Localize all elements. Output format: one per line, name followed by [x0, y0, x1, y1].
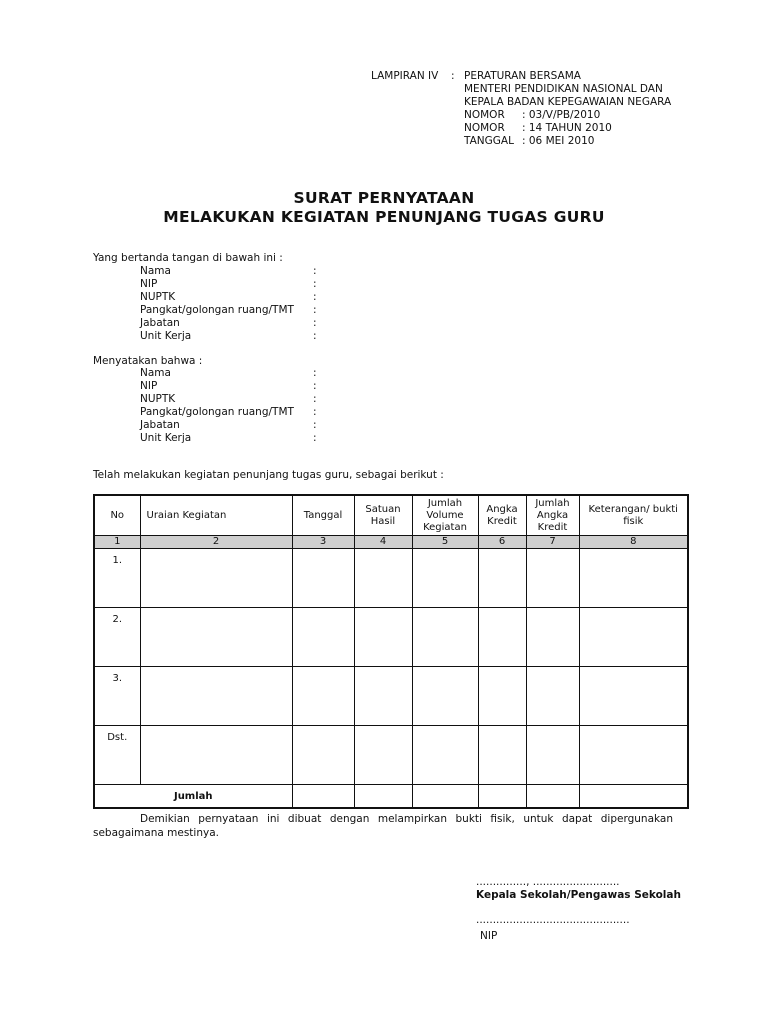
section1-field-nip: NIP — [140, 278, 158, 290]
table-cell[interactable] — [354, 667, 412, 726]
section2-field-nip: NIP — [140, 380, 158, 392]
table-cell[interactable] — [526, 608, 579, 667]
col-number: 1 — [94, 536, 140, 549]
col-number: 7 — [526, 536, 579, 549]
table-cell[interactable] — [412, 549, 478, 608]
tanggal-value: : 06 MEI 2010 — [522, 135, 595, 147]
header-line-1: PERATURAN BERSAMA — [464, 70, 581, 82]
row-number: 1. — [94, 549, 140, 608]
place-date-line: ..............., .......................... — [476, 876, 620, 888]
section2-field-pangkat: Pangkat/golongan ruang/TMT — [140, 406, 294, 418]
section1-field-nuptk: NUPTK — [140, 291, 176, 303]
table-cell[interactable] — [526, 667, 579, 726]
section1-colon: : — [313, 265, 317, 277]
section1-colon: : — [313, 304, 317, 316]
col-number: 8 — [579, 536, 688, 549]
table-row — [94, 608, 688, 667]
table-cell[interactable] — [140, 549, 292, 608]
tanggal-label: TANGGAL — [464, 135, 514, 147]
section1-field-nama: Nama — [140, 265, 171, 277]
header-keterangan: Keterangan/ bukti fisik — [579, 495, 688, 536]
section2-colon: : — [313, 432, 317, 444]
table-cell[interactable] — [354, 785, 412, 809]
section2-field-nama: Nama — [140, 367, 171, 379]
section1-field-unit-kerja: Unit Kerja — [140, 330, 192, 342]
table-cell[interactable] — [526, 726, 579, 785]
header-jumlah-angka-kredit: Jumlah Angka Kredit — [526, 495, 579, 536]
section2-colon: : — [313, 406, 317, 418]
table-cell[interactable] — [354, 608, 412, 667]
closing-paragraph: Demikian pernyataan ini dibuat dengan melampirkan bukti fisik, untuk dapat dipergunakan sebagaimana mestinya. — [93, 813, 673, 839]
table-cell[interactable] — [478, 608, 526, 667]
header-angka-kredit: Angka Kredit — [478, 495, 526, 536]
table-cell[interactable] — [526, 549, 579, 608]
section1-field-jabatan: Jabatan — [140, 317, 180, 329]
section2-field-nuptk: NUPTK — [140, 393, 176, 405]
row-number: 3. — [94, 667, 140, 726]
row-number: 2. — [94, 608, 140, 667]
total-label: Jumlah — [94, 785, 292, 809]
table-cell[interactable] — [579, 549, 688, 608]
header-jumlah-volume: Jumlah Volume Kegiatan — [412, 495, 478, 536]
lampiran-label: LAMPIRAN IV — [371, 70, 439, 82]
table-cell[interactable] — [579, 785, 688, 809]
section1-intro: Yang bertanda tangan di bawah ini : — [93, 252, 283, 264]
table-cell[interactable] — [354, 549, 412, 608]
nomor2-label: NOMOR — [464, 122, 505, 134]
section2-colon: : — [313, 419, 317, 431]
col-number: 6 — [478, 536, 526, 549]
nomor2-value: : 14 TAHUN 2010 — [522, 122, 612, 134]
table-cell[interactable] — [292, 549, 354, 608]
table-cell[interactable] — [292, 667, 354, 726]
table-cell[interactable] — [478, 726, 526, 785]
section1-colon: : — [313, 330, 317, 342]
section2-intro: Menyatakan bahwa : — [93, 355, 203, 367]
document-title: SURAT PERNYATAAN — [293, 189, 475, 207]
col-number: 4 — [354, 536, 412, 549]
table-row — [94, 667, 688, 726]
table-cell[interactable] — [579, 667, 688, 726]
header-tanggal: Tanggal — [292, 495, 354, 536]
header-line-2: MENTERI PENDIDIKAN NASIONAL DAN — [464, 83, 663, 95]
table-cell[interactable] — [354, 726, 412, 785]
table-cell[interactable] — [579, 726, 688, 785]
table-cell[interactable] — [140, 667, 292, 726]
table-cell[interactable] — [478, 667, 526, 726]
table-cell[interactable] — [412, 785, 478, 809]
table-cell[interactable] — [478, 785, 526, 809]
col-number: 3 — [292, 536, 354, 549]
name-line: .............................................. — [476, 914, 630, 926]
table-cell[interactable] — [412, 667, 478, 726]
table-cell[interactable] — [140, 726, 292, 785]
section1-colon: : — [313, 291, 317, 303]
col-number: 5 — [412, 536, 478, 549]
table-cell[interactable] — [292, 726, 354, 785]
table-cell[interactable] — [579, 608, 688, 667]
row-number: Dst. — [94, 726, 140, 785]
section2-colon: : — [313, 367, 317, 379]
table-header-row — [94, 495, 688, 536]
header-no: No — [94, 495, 140, 536]
section2-field-jabatan: Jabatan — [140, 419, 180, 431]
signatory-role: Kepala Sekolah/Pengawas Sekolah — [476, 889, 681, 901]
section1-field-pangkat: Pangkat/golongan ruang/TMT — [140, 304, 294, 316]
table-cell[interactable] — [526, 785, 579, 809]
table-cell[interactable] — [292, 785, 354, 809]
activity-table — [93, 494, 689, 809]
table-cell[interactable] — [140, 608, 292, 667]
col-number: 2 — [140, 536, 292, 549]
nomor1-value: : 03/V/PB/2010 — [522, 109, 601, 121]
section1-colon: : — [313, 278, 317, 290]
table-row — [94, 549, 688, 608]
header-uraian-kegiatan: Uraian Kegiatan — [140, 495, 292, 536]
table-number-row — [94, 536, 688, 549]
table-cell[interactable] — [412, 608, 478, 667]
document-subtitle: MELAKUKAN KEGIATAN PENUNJANG TUGAS GURU — [163, 208, 605, 226]
section2-colon: : — [313, 393, 317, 405]
table-cell[interactable] — [292, 608, 354, 667]
table-total-row — [94, 785, 688, 809]
lampiran-colon: : — [451, 70, 455, 82]
section2-field-unit-kerja: Unit Kerja — [140, 432, 192, 444]
table-cell[interactable] — [412, 726, 478, 785]
nomor1-label: NOMOR — [464, 109, 505, 121]
nip-label: NIP — [480, 930, 498, 942]
section2-colon: : — [313, 380, 317, 392]
section1-colon: : — [313, 317, 317, 329]
header-satuan-hasil: Satuan Hasil — [354, 495, 412, 536]
table-intro: Telah melakukan kegiatan penunjang tugas guru, sebagai berikut : — [93, 469, 444, 481]
table-cell[interactable] — [478, 549, 526, 608]
header-line-3: KEPALA BADAN KEPEGAWAIAN NEGARA — [464, 96, 672, 108]
table-row — [94, 726, 688, 785]
